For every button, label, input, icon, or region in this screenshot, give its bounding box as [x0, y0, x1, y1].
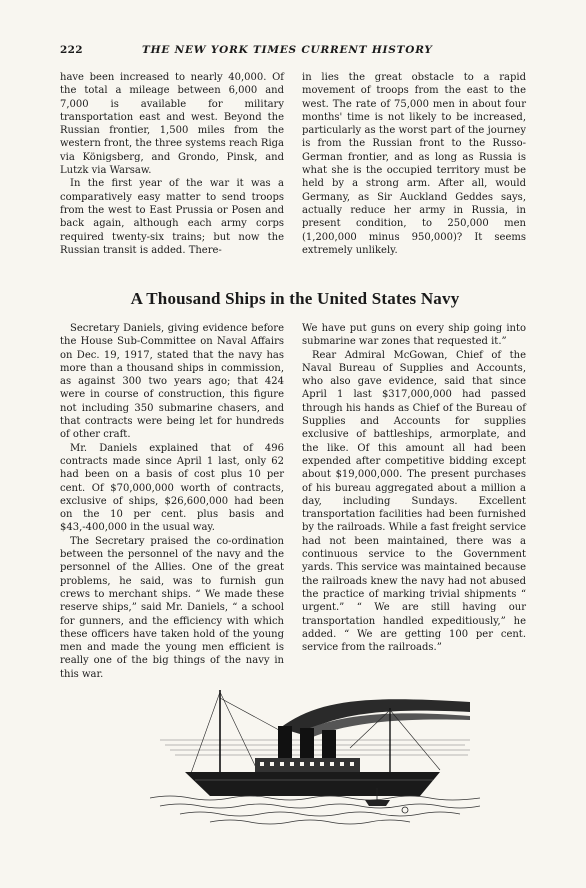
article-right-column: [302, 322, 526, 654]
steamship-illustration-icon: [150, 688, 480, 828]
article-left-column: [60, 322, 284, 681]
paragraph: We have put guns on every ship going into submarine war zones that requested it.”: [302, 323, 526, 348]
top-left-column: [60, 71, 284, 257]
running-header: [60, 44, 530, 62]
paragraph: Secretary Daniels, giving evidence before the House Sub-Committee on Naval Affairs on Dec. 19, 1917, stated that the navy has more than a thousand ships in commission, as against 300 two years ago; that 424 were in course of construction, this figure not including 350 submarine chasers, and that contracts were being let for hundreds of other craft.: [60, 323, 284, 441]
paragraph: have been increased to nearly 40,000. Of the total a mileage between 6,000 and 7,000 is available for military transportation east and west. Beyond the Russian frontier, 1,500 miles from the western front, the three systems reach Riga via Königsberg, and Grondo, Pinsk, and Lutzk via Warsaw.: [60, 72, 284, 177]
top-right-column: [302, 71, 526, 257]
paragraph: The Secretary praised the co-ordination between the personnel of the navy and the personnel of the Allies. One of the great problems, he said, was to furnish gun crews to merchant ships. “ We made these reserve ships,” said Mr. Daniels, “ a school for gunners, and the efficiency with which these officers have taken hold of the young men and made the young men efficient is really one of the big things of the navy in this war.: [60, 535, 284, 680]
publication-title: THE NEW YORK TIMES CURRENT HISTORY: [142, 44, 433, 56]
paragraph: In the first year of the war it was a comparatively easy matter to send troops from the west to East Prussia or Posen and back again, although each army corps required twenty-six trains; but now the Russian transit is added. There-: [60, 178, 284, 256]
page-number: 222: [60, 44, 83, 56]
article-headline: A Thousand Ships in the United States Navy: [130, 289, 460, 308]
paragraph: in lies the great obstacle to a rapid movement of troops from the east to the west. The rate of 75,000 men in about four months' time is not likely to be increased, particularly as the worst part of the journey is from the Russian front to the Russo-German frontier, and as long as Russia is what she is the occupied territory must be held by a strong arm. After all, would Germany, as Sir Auckland Geddes says, actually reduce her army in Russia, in present condition, to 250,000 men (1,200,000 minus 950,000)? It seems extremely unlikely.: [302, 72, 526, 256]
paragraph: Mr. Daniels explained that of 496 contracts made since April 1 last, only 62 had been on a basis of cost plus 10 per cent. Of $70,000,000 worth of contracts, exclusive of ships, $26,600,000 had been on the 10 per cent. plus basis and $43,-400,000 in the usual way.: [60, 442, 284, 534]
paragraph: Rear Admiral McGowan, Chief of the Naval Bureau of Supplies and Accounts, who also gave evidence, said that since April 1 last $317,000,000 had passed through his hands as Chief of the Bureau of Supplies and Accounts for supplies exclusive of battleships, armorplate, and the like. Of this amount all had been expended after competitive bidding except about $19,000,000. The present purchases of his bureau aggregated about a million a day, including Sundays. Excellent transportation facilities had been furnished by the railroads. While a fast freight service had not been maintained, there was a continuous service to the Government yards. This service was maintained because the railroads knew the navy had not abused the practice of marking trivial shipments “ urgent.” “ We are still having our transportation handled expeditiously,” he added. “ We are getting 100 per cent. service from the railroads.”: [302, 349, 526, 654]
